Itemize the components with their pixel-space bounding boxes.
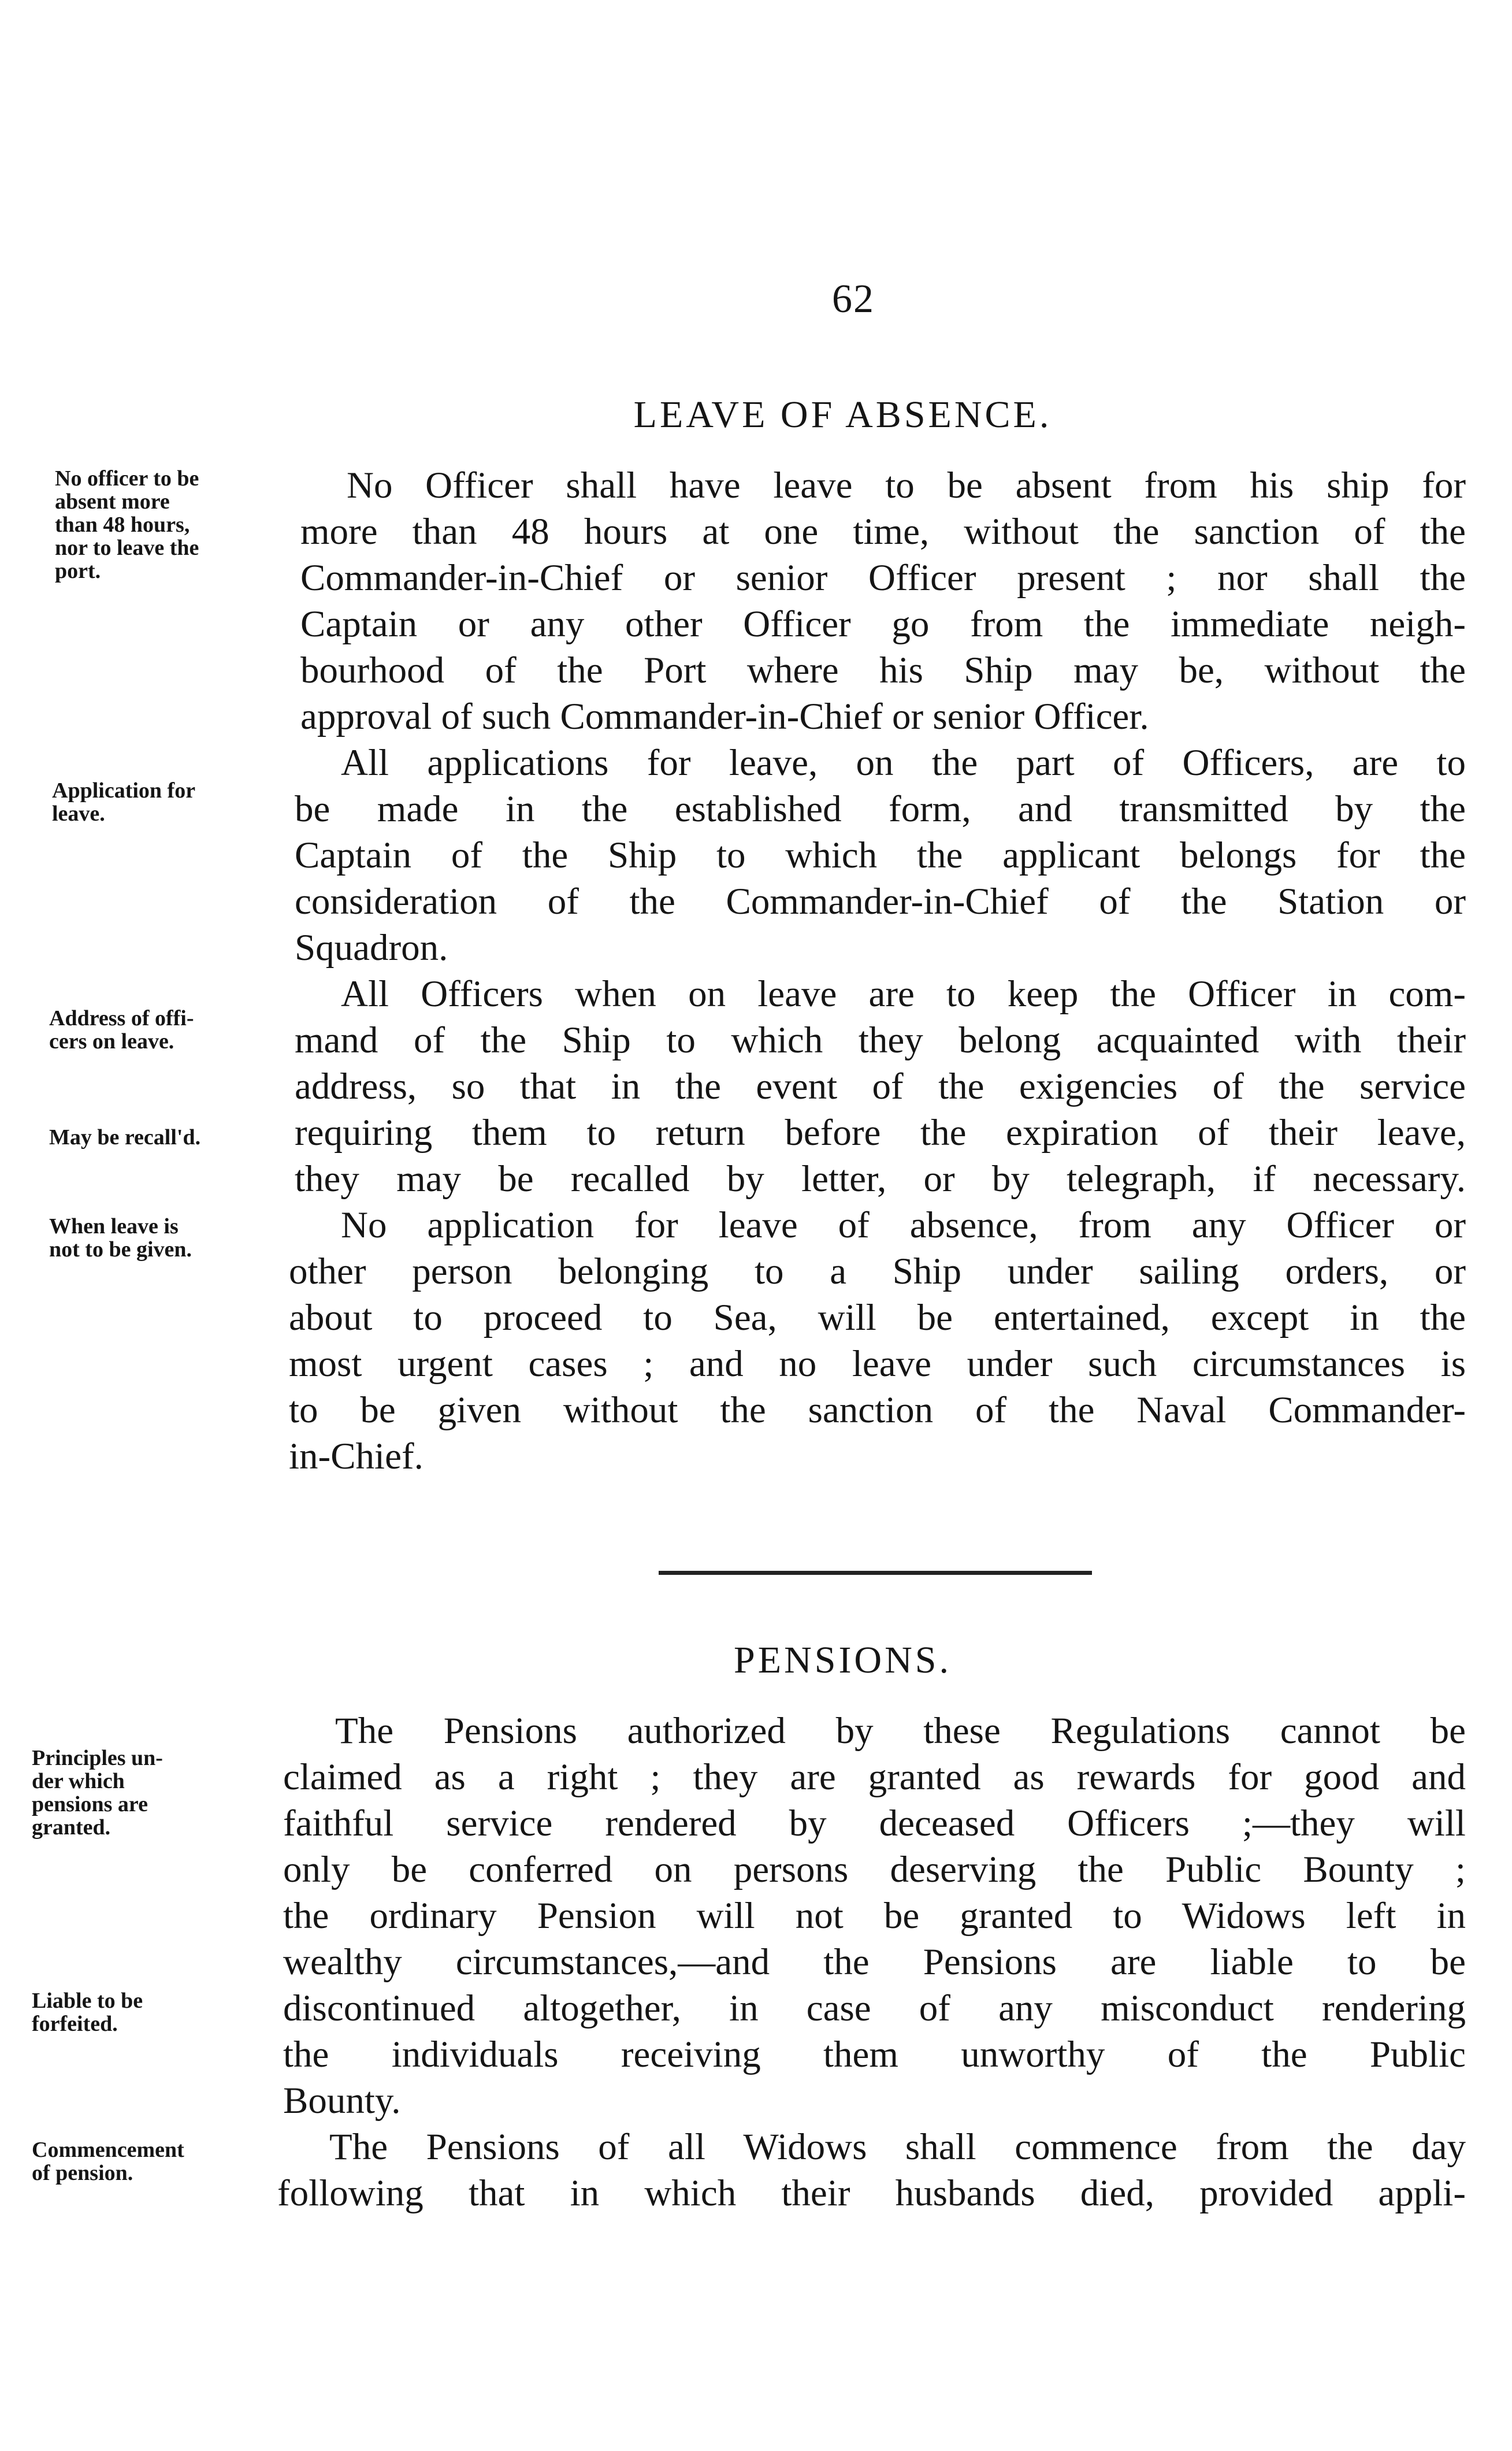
margin-note: May be recall'd. <box>49 1125 201 1150</box>
margin-note: Address of offi- cers on leave. <box>49 1006 194 1054</box>
margin-note: When leave is not to be given. <box>49 1214 192 1262</box>
margin-note: Application for leave. <box>52 778 196 826</box>
body-line: The Pensions of all Widows shall commence from the day <box>329 2126 1466 2168</box>
body-line: address, so that in the event of the exigencies of the service <box>295 1066 1466 1107</box>
body-line: requiring them to return before the expiration of their leave, <box>295 1112 1466 1154</box>
body-line: about to proceed to Sea, will be entertained, except in the <box>289 1297 1466 1338</box>
body-line: Captain or any other Officer go from the immediate neigh- <box>300 603 1466 645</box>
body-line: they may be recalled by letter, or by telegraph, if necessary. <box>295 1158 1466 1200</box>
body-line: discontinued altogether, in case of any misconduct rendering <box>283 1988 1466 2029</box>
body-line: No Officer shall have leave to be absent from his ship for <box>347 465 1466 506</box>
body-line: Squadron. <box>295 927 448 969</box>
margin-note: Liable to be forfeited. <box>32 1989 143 2036</box>
body-line: more than 48 hours at one time, without the sanction of the <box>300 511 1466 553</box>
body-line: following that in which their husbands died, provided appli- <box>277 2172 1466 2214</box>
section-heading-leave: LEAVE OF ABSENCE. <box>633 394 1052 436</box>
body-line: Commander-in-Chief or senior Officer present ; nor shall the <box>300 557 1466 599</box>
body-line: wealthy circumstances,—and the Pensions are liable to be <box>283 1941 1466 1983</box>
margin-note: No officer to be absent more than 48 hours, nor to leave the port. <box>55 466 199 583</box>
body-line: Captain of the Ship to which the applicant belongs for the <box>295 835 1466 876</box>
body-line: No application for leave of absence, from any Officer or <box>341 1204 1466 1246</box>
body-line: the ordinary Pension will not be granted to Widows left in <box>283 1895 1466 1937</box>
body-line: most urgent cases ; and no leave under such circumstances is <box>289 1343 1466 1385</box>
body-line: The Pensions authorized by these Regulations cannot be <box>335 1710 1466 1752</box>
body-line: claimed as a right ; they are granted as rewards for good and <box>283 1756 1466 1798</box>
body-line: be made in the established form, and transmitted by the <box>295 788 1466 830</box>
section-heading-pensions: PENSIONS. <box>734 1639 952 1681</box>
margin-note: Principles un- der which pensions are granted. <box>32 1746 163 1840</box>
body-line: approval of such Commander-in-Chief or senior Officer. <box>300 696 1149 737</box>
body-line: Bounty. <box>283 2080 401 2122</box>
section-divider <box>659 1571 1092 1575</box>
margin-note: Commencement of pension. <box>32 2138 184 2185</box>
body-line: only be conferred on persons deserving the Public Bounty ; <box>283 1849 1466 1890</box>
body-line: to be given without the sanction of the Naval Commander- <box>289 1389 1466 1431</box>
body-line: bourhood of the Port where his Ship may be, without the <box>300 650 1466 691</box>
body-line: in-Chief. <box>289 1436 423 1477</box>
body-line: All applications for leave, on the part of Officers, are to <box>341 742 1466 784</box>
body-line: the individuals receiving them unworthy of the Public <box>283 2034 1466 2075</box>
page-number: 62 <box>832 277 875 321</box>
body-line: All Officers when on leave are to keep the Officer in com- <box>341 973 1466 1015</box>
body-line: mand of the Ship to which they belong acquainted with their <box>295 1019 1466 1061</box>
body-line: faithful service rendered by deceased Officers ;—they will <box>283 1803 1466 1844</box>
body-line: consideration of the Commander-in-Chief of the Station or <box>295 881 1466 922</box>
body-line: other person belonging to a Ship under sailing orders, or <box>289 1251 1466 1292</box>
